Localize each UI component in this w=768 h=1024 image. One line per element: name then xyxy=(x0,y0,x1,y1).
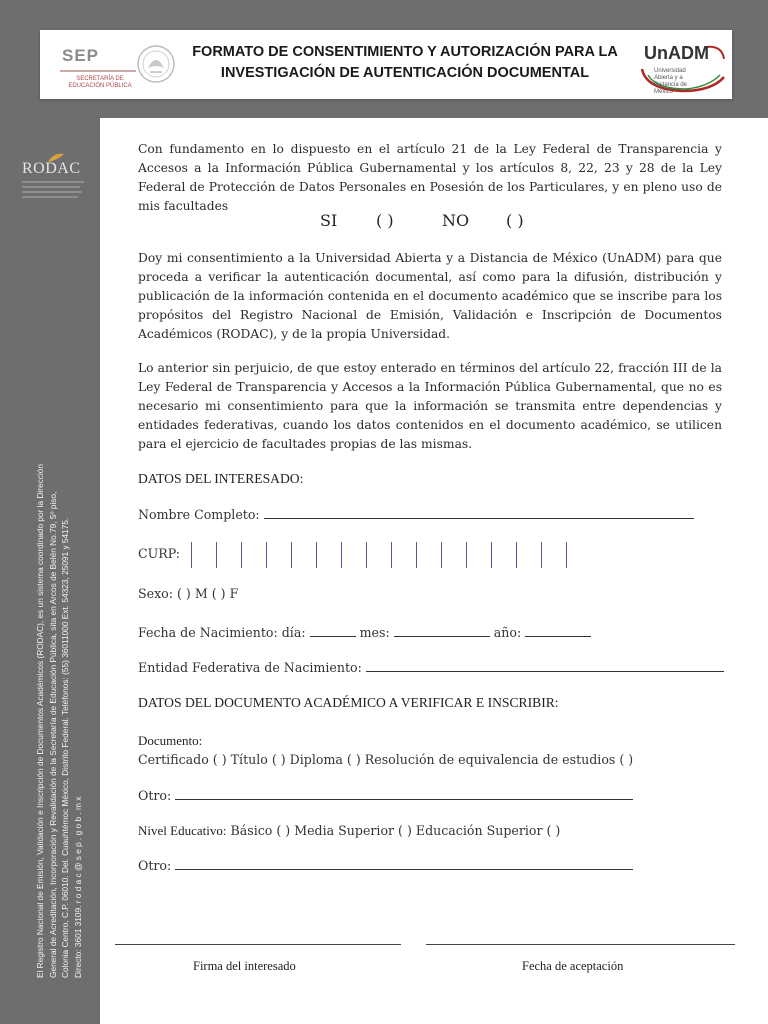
curp-box-divider[interactable] xyxy=(566,542,567,568)
fecha-aceptacion-line[interactable] xyxy=(426,944,735,945)
rodac-name: RODAC xyxy=(22,160,81,177)
curp-box-divider[interactable] xyxy=(541,542,542,568)
curp-box-divider[interactable] xyxy=(491,542,492,568)
otro-documento-input[interactable] xyxy=(175,787,633,800)
sidebar-legal-line: Directo: 3601 3109. r o d a c @ s e p . g o b . m x xyxy=(72,796,83,978)
curp-box-divider[interactable] xyxy=(391,542,392,568)
documento-label: Documento: xyxy=(138,733,203,748)
nombre-input[interactable] xyxy=(264,506,694,519)
firma-label: Firma del interesado xyxy=(193,959,296,973)
curp-field xyxy=(138,546,180,561)
mes-label: mes: xyxy=(359,625,390,640)
entidad-field xyxy=(138,659,724,675)
otro-label-2: Otro: xyxy=(138,858,172,873)
intro-paragraph: Con fundamento en lo dispuesto en el artículo 21 de la Ley Federal de Transparencia y Accesos a la Información Pública Gubernamental y los artículos 8, 22, 23 y 28 de la Ley Federal de Protección de Datos Personales en Posesión de los Particulares, y en pleno uso de mis facultades xyxy=(138,142,722,213)
curp-box-divider[interactable] xyxy=(441,542,442,568)
mexico-seal-icon xyxy=(136,38,176,90)
notice-paragraph: Lo anterior sin perjuicio, de que estoy enterado en términos del artículo 22, fracción III de la Ley Federal de Transparencia y Accesos a la Información Pública Gubernamental, que no es necesario mi consentimiento para que la información se transmita entre dependencias y entidades federativas, cuando los datos contenidos en el documento académico, se utilicen para el ejercicio de facultades propias de las mismas. xyxy=(138,361,722,451)
nombre-field xyxy=(138,506,694,522)
curp-box-divider[interactable] xyxy=(291,542,292,568)
sidebar-legal-line: El Registro Nacional de Emisión, Validación e Inscripción de Documentos Académicos (RODAC), es un sistema coordinado por la Dirección xyxy=(35,463,45,978)
curp-box-divider[interactable] xyxy=(266,542,267,568)
unadm-subtitle: Universidad Abierta y a Distancia de México xyxy=(654,68,688,95)
nivel-options[interactable]: Básico ( ) Media Superior ( ) Educación Superior ( ) xyxy=(230,823,561,838)
unadm-name: UnADM xyxy=(644,43,709,63)
otro-label: Otro: xyxy=(138,788,172,803)
sep-logo xyxy=(52,40,132,92)
otro-nivel-field xyxy=(138,857,633,873)
title-line-1: FORMATO DE CONSENTIMIENTO Y AUTORIZACIÓN PARA LA xyxy=(192,44,618,60)
sep-subtitle: SECRETARÍA DE EDUCACIÓN PÚBLICA xyxy=(68,76,132,89)
no-checkbox[interactable]: ( ) xyxy=(506,211,524,230)
fecha-aceptacion-label: Fecha de aceptación xyxy=(522,959,624,973)
otro-nivel-input[interactable] xyxy=(175,857,633,870)
mes-input[interactable] xyxy=(394,624,490,637)
curp-box-divider[interactable] xyxy=(416,542,417,568)
nombre-label: Nombre Completo: xyxy=(138,507,260,522)
curp-box-divider[interactable] xyxy=(191,542,192,568)
title-line-2: INVESTIGACIÓN DE AUTENTICACIÓN DOCUMENTAL xyxy=(220,65,590,81)
documento-heading: DATOS DEL DOCUMENTO ACADÉMICO A VERIFICAR E INSCRIBIR: xyxy=(138,695,559,710)
curp-box-divider[interactable] xyxy=(341,542,342,568)
header-card xyxy=(40,30,732,99)
dia-input[interactable] xyxy=(310,624,356,637)
anio-input[interactable] xyxy=(525,624,591,637)
entidad-label: Entidad Federativa de Nacimiento: xyxy=(138,660,362,675)
sidebar-legal-text xyxy=(34,378,84,978)
nivel-label: Nivel Educativo: xyxy=(138,823,227,838)
curp-box-divider[interactable] xyxy=(516,542,517,568)
sexo-field[interactable]: Sexo: ( ) M ( ) F xyxy=(138,586,239,601)
anio-label: año: xyxy=(493,625,522,640)
curp-box-divider[interactable] xyxy=(316,542,317,568)
fecha-dia-label: Fecha de Nacimiento: día: xyxy=(138,625,306,640)
curp-box-divider[interactable] xyxy=(241,542,242,568)
sidebar-legal-line: Colonia Centro, C.P. 06010. Del. Cuauhtémoc México, Distrito Federal. Teléfonos: (55) 36011000 Ext. 54323, 25091 y 54175. xyxy=(60,517,70,978)
firma-line[interactable] xyxy=(115,944,401,945)
sidebar-legal-line: General de Acreditación, Incorporación y Revalidación de la Secretaría de Educación Pública, sita en Arcos de Belén No.79, 5º piso, xyxy=(47,491,58,978)
documento-options[interactable]: Certificado ( ) Título ( ) Diploma ( ) Resolución de equivalencia de estudios ( ) xyxy=(138,752,634,767)
otro-documento-field xyxy=(138,787,633,803)
sep-logo-text: SEP xyxy=(62,46,100,65)
curp-box-divider[interactable] xyxy=(466,542,467,568)
sep-logo-divider xyxy=(60,70,136,72)
curp-label: CURP: xyxy=(138,546,180,561)
consent-paragraph: Doy mi consentimiento a la Universidad Abierta y a Distancia de México (UnADM) para que proceda a verificar la autenticación documental, así como para la difusión, distribución y publicación de la información contenida en el documento académico que se inscribe para los propósitos del Registro Nacional de Emisión, Validación e Inscripción de Documentos Académicos (RODAC), y de la propia Universidad. xyxy=(138,251,722,341)
curp-box-divider[interactable] xyxy=(366,542,367,568)
fecha-nacimiento-field xyxy=(138,624,591,640)
unadm-logo xyxy=(636,39,728,93)
interesado-heading: DATOS DEL INTERESADO: xyxy=(138,471,304,486)
rodac-leaf-icon xyxy=(46,152,66,164)
rodac-tagline xyxy=(22,181,92,198)
yes-checkbox[interactable]: ( ) xyxy=(376,211,394,230)
entidad-input[interactable] xyxy=(366,659,724,672)
curp-box-divider[interactable] xyxy=(216,542,217,568)
no-label: NO xyxy=(442,211,470,230)
nivel-educativo-field xyxy=(138,823,560,839)
rodac-logo xyxy=(22,160,92,198)
yes-label: SI xyxy=(320,211,338,230)
page-title xyxy=(180,42,630,84)
